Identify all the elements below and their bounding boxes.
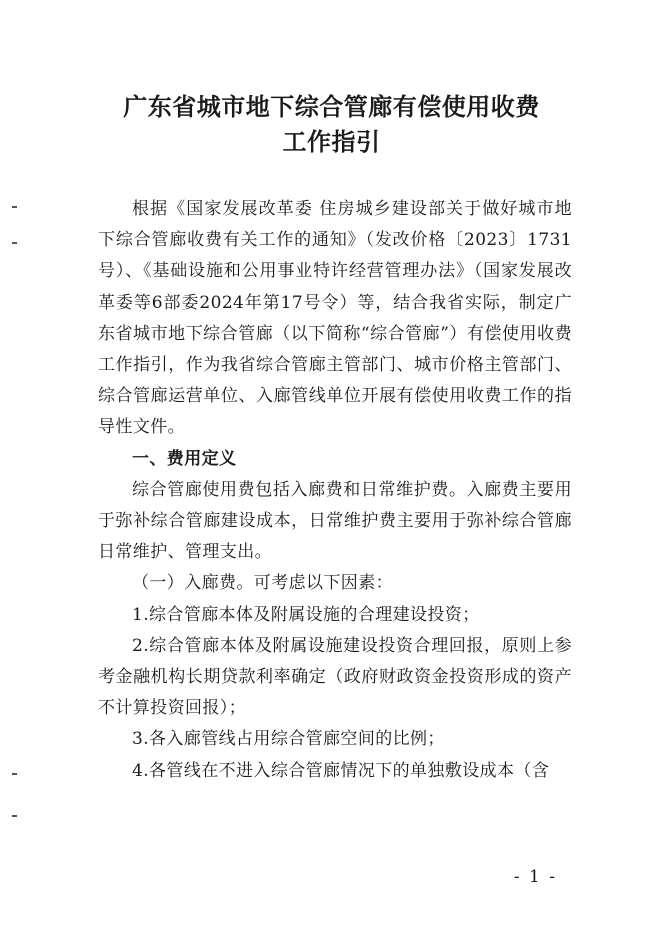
document-body (98, 194, 572, 787)
binding-mark (12, 815, 17, 817)
document-title-line1: 广东省城市地下综合管廊有偿使用收费 (123, 92, 540, 121)
list-item: 3.各入廊管线占用综合管廊空间的比例； (132, 729, 445, 750)
binding-mark (12, 773, 17, 775)
section-heading: 一、费用定义 (132, 448, 237, 469)
page-number: - 1 - (513, 867, 557, 887)
document-title-line2: 工作指引 (282, 127, 381, 156)
list-item: 2.综合管廊本体及附属设施建设投资合理回报，原则上参考金融机构长期贷款利率确定（政府财政资金投资形成的资产不计算投资回报）； (98, 635, 572, 719)
subsection-heading: （一）入廊费。可考虑以下因素： (132, 573, 393, 594)
list-item: 4.各管线在不进入综合管廊情况下的单独敷设成本（含 (132, 760, 550, 781)
binding-mark (12, 206, 17, 208)
section-paragraph: 综合管廊使用费包括入廊费和日常维护费。入廊费主要用于弥补综合管廊建设成本，日常维护费主要用于弥补综合管廊日常维护、管理支出。 (98, 479, 572, 563)
list-item: 1.综合管廊本体及附属设施的合理建设投资； (132, 604, 480, 625)
binding-mark (12, 242, 17, 244)
intro-paragraph: 根据《国家发展改革委 住房城乡建设部关于做好城市地下综合管廊收费有关工作的通知》（发改价格〔2023〕1731号）、《基础设施和公用事业特许经营管理办法》（国家发展改革委等6部委2024年第17号令）等，结合我省实际，制定广东省城市地下综合管廊（以下简称“综合管廊”）有偿使用收费工作指引，作为我省综合管廊主管部门、城市价格主管部门、综合管廊运营单位、入廊管线单位开展有偿使用收费工作的指导性文件。 (98, 199, 572, 438)
